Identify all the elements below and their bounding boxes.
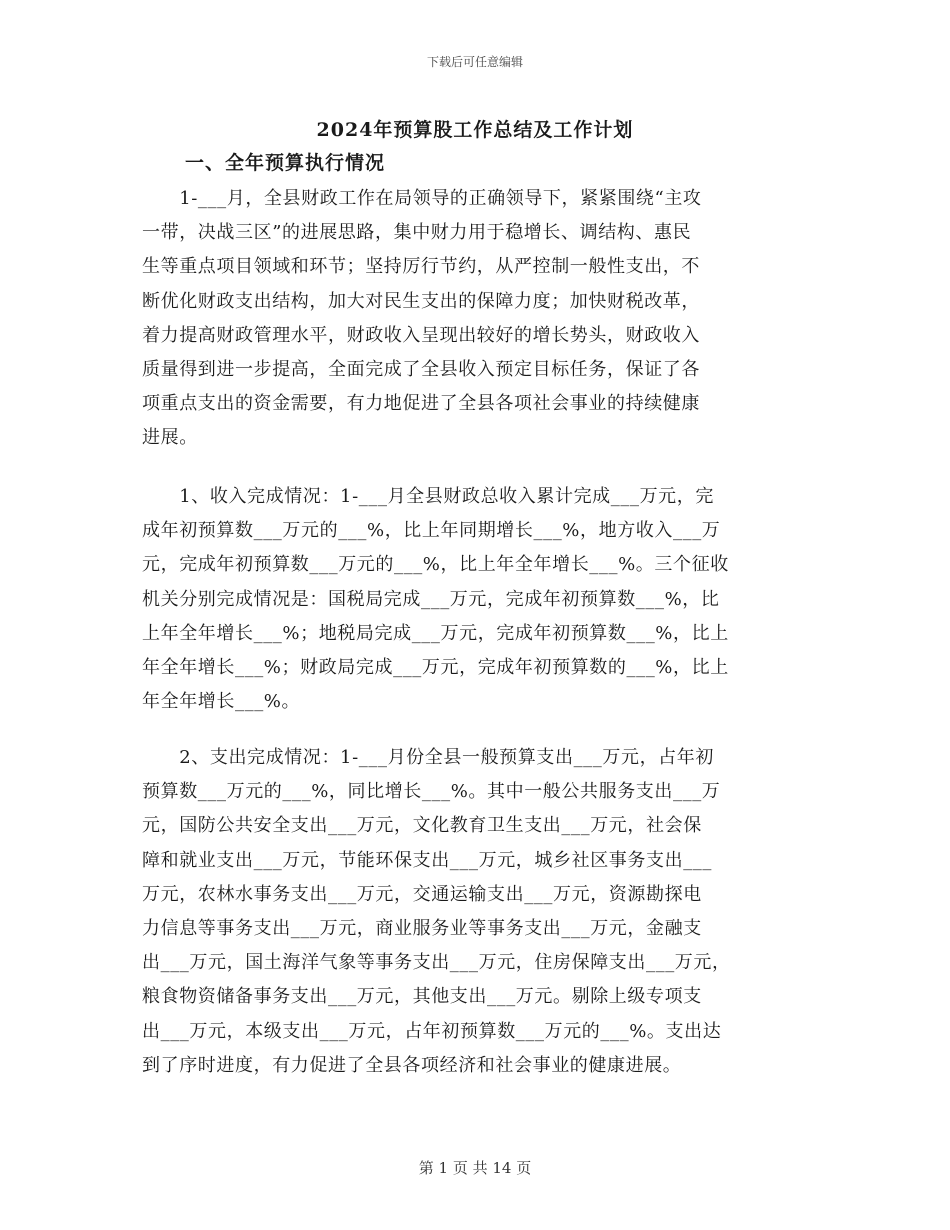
text-line: 预算数___万元的___%，同比增长___%。其中一般公共服务支出___万 — [142, 781, 721, 803]
text-line: 1、收入完成情况：1-___月全县财政总收入累计完成___万元，完 — [142, 486, 714, 507]
text-line: 力信息等事务支出___万元，商业服务业等事务支出___万元，金融支 — [142, 918, 702, 940]
paragraph-overview — [142, 182, 810, 456]
text-line: 元，完成年初预算数___万元的___%，比上年全年增长___%。三个征收 — [142, 554, 729, 576]
text-line: 质量得到进一步提高，全面完成了全县收入预定目标任务，保证了各 — [142, 359, 700, 381]
text-line: 元，国防公共安全支出___万元，文化教育卫生支出___万元，社会保 — [142, 815, 702, 837]
section-heading: 一、全年预算执行情况 — [185, 152, 386, 174]
document-title: 2024年预算股工作总结及工作计划 — [316, 119, 634, 141]
text-line: 项重点支出的资金需要，有力地促进了全县各项社会事业的持续健康 — [142, 393, 700, 415]
text-line: 断优化财政支出结构，加大对民生支出的保障力度；加快财税改革， — [142, 290, 700, 312]
text-line: 1-___月，全县财政工作在局领导的正确领导下，紧紧围绕“主攻 — [142, 188, 702, 209]
paragraph-revenue — [142, 480, 810, 719]
text-line: 成年初预算数___万元的___%，比上年同期增长___%，地方收入___万 — [142, 520, 721, 542]
text-line: 万元，农林水事务支出___万元，交通运输支出___万元，资源勘探电 — [142, 883, 702, 905]
text-line: 上年全年增长___%；地税局完成___万元，完成年初预算数___%，比上 — [142, 622, 729, 644]
text-line: 年全年增长___%；财政局完成___万元，完成年初预算数的___%，比上 — [142, 657, 729, 679]
text-line: 一带，决战三区”的进展思路，集中财力用于稳增长、调结构、惠民 — [142, 222, 692, 244]
page-header-note: 下载后可任意编辑 — [426, 55, 523, 69]
page-number: 第 1 页 共 14 页 — [418, 1159, 532, 1177]
text-line: 进展。 — [142, 427, 198, 449]
text-line: 年全年增长___%。 — [142, 691, 301, 713]
text-line: 粮食物资储备事务支出___万元，其他支出___万元。剔除上级专项支 — [142, 986, 702, 1008]
text-line: 机关分别完成情况是：国税局完成___万元，完成年初预算数___%，比 — [142, 588, 720, 610]
text-line: 2、支出完成情况：1-___月份全县一般预算支出___万元，占年初 — [142, 747, 714, 768]
text-line: 障和就业支出___万元，节能环保支出___万元，城乡社区事务支出___ — [142, 849, 712, 871]
text-line: 着力提高财政管理水平，财政收入呈现出较好的增长势头，财政收入 — [142, 324, 700, 346]
text-line: 出___万元，国土海洋气象等事务支出___万元，住房保障支出___万元， — [142, 952, 731, 974]
paragraph-expenditure — [142, 741, 810, 1083]
text-line: 出___万元，本级支出___万元，占年初预算数___万元的___%。支出达 — [142, 1020, 722, 1042]
text-line: 到了序时进度，有力促进了全县各项经济和社会事业的健康进展。 — [142, 1054, 682, 1076]
text-line: 生等重点项目领域和环节；坚持厉行节约，从严控制一般性支出，不 — [142, 256, 700, 278]
